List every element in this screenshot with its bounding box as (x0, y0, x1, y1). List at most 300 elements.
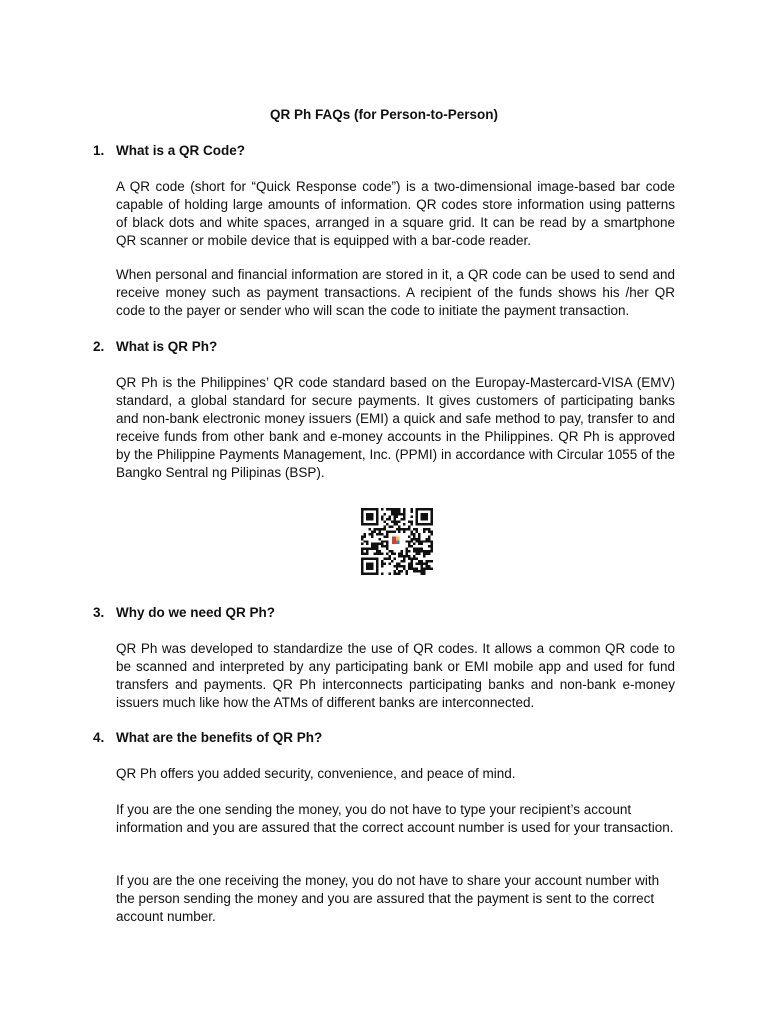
qr-module (393, 570, 395, 572)
qr-module (406, 540, 408, 542)
qr-module (408, 565, 410, 567)
qr-module (421, 548, 423, 550)
qr-module (391, 530, 393, 532)
qr-module (426, 553, 428, 555)
qr-module (398, 525, 400, 527)
qr-module (408, 558, 410, 560)
qr-module (366, 553, 368, 555)
qr-module (381, 573, 383, 575)
qr-module (388, 558, 390, 560)
qr-module (411, 515, 413, 517)
qr-module (411, 538, 413, 540)
qr-module (416, 528, 418, 530)
qr-module (423, 553, 425, 555)
qr-module (408, 535, 410, 537)
qr-module (386, 518, 388, 520)
qr-module (383, 540, 385, 542)
qr-module (411, 540, 413, 542)
section-2-paragraph-1: QR Ph is the Philippines’ QR code standard based on the Europay-Mastercard-VISA (EMV) standard, a global standard for secure payments. It gives customers of participating banks and non-bank electronic money issuers (EMI) a quick and safe method to pay, transfer to and receive funds from other bank and e-money accounts in the Philippines. QR Ph is approved by the Philippine Payments Management, Inc. (PPMI) in accordance with Circular 1055 of the Bangko Sentral ng Pilipinas (BSP). (116, 375, 675, 480)
qr-module (426, 540, 428, 542)
qr-module (398, 555, 400, 557)
qr-module (396, 528, 398, 530)
qr-module (431, 543, 433, 545)
section-1-question: What is a QR Code? (116, 143, 246, 158)
qr-module (388, 555, 390, 557)
section-4-paragraph-2: If you are the one sending the money, you do not have to type your recipient’s account information and you are assured that the correct account number is used for your transaction. (116, 802, 674, 835)
qr-module (431, 540, 433, 542)
qr-module (411, 533, 413, 535)
qr-module (381, 563, 383, 565)
qr-module (368, 548, 370, 550)
qr-module (431, 560, 433, 562)
qr-module (431, 533, 433, 535)
qr-module (364, 535, 366, 537)
qr-module (364, 533, 366, 535)
qr-module (403, 513, 405, 515)
qr-module (403, 510, 405, 512)
qr-module (406, 555, 408, 557)
qr-module (373, 553, 375, 555)
qr-module (391, 520, 393, 522)
qr-module (406, 550, 408, 552)
qr-module (423, 530, 425, 532)
qr-module (426, 550, 428, 552)
qr-module (413, 558, 415, 560)
qr-module (373, 548, 375, 550)
qr-module (428, 535, 430, 537)
section-4-number: 4. (93, 730, 105, 745)
qr-module (386, 545, 388, 547)
qr-module (393, 523, 395, 525)
qr-module (428, 565, 430, 567)
qr-module (411, 508, 413, 510)
qr-module (371, 535, 373, 537)
qr-module (391, 550, 393, 552)
qr-module (421, 565, 423, 567)
qr-module (403, 528, 405, 530)
qr-module (386, 508, 388, 510)
qr-module (408, 555, 410, 557)
qr-module (378, 553, 380, 555)
section-4-paragraph-1: QR Ph offers you added security, convenience, and peace of mind. (116, 766, 516, 781)
qr-module (423, 550, 425, 552)
qr-module (361, 548, 363, 550)
qr-module (381, 533, 383, 535)
qr-logo-red (392, 537, 396, 544)
qr-module (393, 513, 395, 515)
qr-module (396, 508, 398, 510)
qr-module (406, 570, 408, 572)
qr-module (388, 525, 390, 527)
qr-module (418, 563, 420, 565)
section-1-number: 1. (93, 143, 105, 158)
section-4-question: What are the benefits of QR Ph? (116, 730, 323, 745)
qr-module (361, 535, 363, 537)
qr-module (371, 530, 373, 532)
qr-module (388, 508, 390, 510)
qr-module (416, 538, 418, 540)
section-1-paragraph-1: A QR code (short for “Quick Response code”) is a two-dimensional image-based bar code capable of holding large amounts of information. QR codes store information using patterns of black dots and white spaces, arranged in a square grid. It can be read by a smartphone QR scanner or mobile device that is equipped with a bar-code reader. (116, 179, 675, 248)
qr-module (376, 553, 378, 555)
qr-module (408, 563, 410, 565)
qr-module (383, 513, 385, 515)
qr-module (391, 513, 393, 515)
qr-module (386, 553, 388, 555)
qr-module (428, 550, 430, 552)
qr-module (411, 563, 413, 565)
qr-module (421, 573, 423, 575)
qr-module (393, 558, 395, 560)
qr-code-icon (361, 508, 433, 575)
qr-module (378, 543, 380, 545)
qr-module (398, 520, 400, 522)
qr-module (391, 525, 393, 527)
qr-module (401, 553, 403, 555)
qr-module (373, 530, 375, 532)
qr-module (418, 535, 420, 537)
qr-module (386, 540, 388, 542)
qr-module (383, 525, 385, 527)
qr-module (403, 560, 405, 562)
qr-module (418, 560, 420, 562)
qr-module (431, 530, 433, 532)
qr-module (393, 553, 395, 555)
qr-module (383, 520, 385, 522)
qr-module (428, 538, 430, 540)
qr-module (403, 558, 405, 560)
qr-module (403, 555, 405, 557)
qr-module (368, 533, 370, 535)
qr-module (416, 530, 418, 532)
qr-module (408, 545, 410, 547)
qr-module (421, 540, 423, 542)
qr-module (403, 518, 405, 520)
qr-module (423, 555, 425, 557)
qr-module (381, 528, 383, 530)
qr-module (383, 545, 385, 547)
qr-module (381, 565, 383, 567)
qr-module (373, 545, 375, 547)
qr-module (378, 528, 380, 530)
qr-module (403, 565, 405, 567)
qr-module (426, 563, 428, 565)
qr-module (416, 570, 418, 572)
qr-module (421, 543, 423, 545)
qr-module (381, 540, 383, 542)
qr-finder-top-right-center (421, 513, 428, 520)
qr-module (381, 543, 383, 545)
qr-module (396, 565, 398, 567)
qr-module (426, 560, 428, 562)
qr-module (401, 555, 403, 557)
qr-code-graphic (361, 508, 433, 575)
qr-module (388, 518, 390, 520)
qr-module (413, 535, 415, 537)
qr-module (371, 533, 373, 535)
qr-module (431, 545, 433, 547)
qr-module (378, 538, 380, 540)
qr-module (396, 520, 398, 522)
qr-module (373, 528, 375, 530)
qr-module (408, 525, 410, 527)
qr-module (398, 530, 400, 532)
qr-module (401, 570, 403, 572)
qr-module (421, 568, 423, 570)
qr-module (418, 543, 420, 545)
qr-module (411, 560, 413, 562)
qr-module (428, 568, 430, 570)
qr-module (373, 543, 375, 545)
qr-module (401, 550, 403, 552)
section-3-heading (93, 604, 673, 622)
qr-module (418, 540, 420, 542)
qr-module (416, 550, 418, 552)
qr-module (418, 548, 420, 550)
qr-module (396, 523, 398, 525)
qr-module (413, 543, 415, 545)
qr-module (381, 545, 383, 547)
qr-module (401, 513, 403, 515)
qr-module (403, 523, 405, 525)
qr-module (388, 563, 390, 565)
qr-module (401, 528, 403, 530)
qr-module (383, 535, 385, 537)
qr-module (416, 553, 418, 555)
qr-module (398, 508, 400, 510)
qr-module (431, 568, 433, 570)
qr-module (388, 515, 390, 517)
qr-module (401, 560, 403, 562)
qr-module (428, 553, 430, 555)
qr-module (406, 553, 408, 555)
qr-module (398, 563, 400, 565)
qr-finder-bottom-left-center (366, 563, 373, 570)
qr-module (381, 508, 383, 510)
qr-module (426, 565, 428, 567)
qr-module (396, 513, 398, 515)
qr-module (366, 550, 368, 552)
section-1-paragraph-2: When personal and financial information are stored in it, a QR code can be used to send and receive money such as payment transactions. A recipient of the funds shows his /her QR code to the payer or sender who will scan the code to initiate the payment transaction. (116, 267, 675, 318)
qr-module (408, 540, 410, 542)
qr-module (393, 515, 395, 517)
qr-logo-blue (396, 540, 400, 544)
qr-module (376, 550, 378, 552)
qr-module (428, 540, 430, 542)
qr-module (361, 553, 363, 555)
qr-module (383, 558, 385, 560)
qr-module (411, 568, 413, 570)
document-title: QR Ph FAQs (for Person-to-Person) (269, 107, 499, 122)
qr-module (398, 510, 400, 512)
qr-module (386, 523, 388, 525)
qr-module (411, 523, 413, 525)
qr-module (413, 568, 415, 570)
section-2-number: 2. (93, 339, 105, 354)
qr-module (371, 545, 373, 547)
qr-module (403, 530, 405, 532)
qr-module (391, 553, 393, 555)
qr-module (361, 543, 363, 545)
section-3-number: 3. (93, 605, 105, 620)
qr-module (416, 568, 418, 570)
qr-module (366, 540, 368, 542)
qr-module (364, 548, 366, 550)
qr-module (411, 565, 413, 567)
qr-module (393, 520, 395, 522)
section-4-paragraph-3: If you are the one receiving the money, you do not have to share your account number with the person sending the money and you are assured that the payment is sent to the correct account number. (116, 873, 660, 924)
qr-module (406, 528, 408, 530)
qr-module (398, 553, 400, 555)
qr-module (364, 540, 366, 542)
qr-module (418, 553, 420, 555)
qr-module (398, 528, 400, 530)
qr-module (413, 555, 415, 557)
qr-module (381, 560, 383, 562)
qr-module (398, 513, 400, 515)
qr-module (393, 530, 395, 532)
qr-module (386, 548, 388, 550)
section-1-heading (93, 142, 673, 160)
qr-logo-yellow (396, 537, 400, 541)
qr-module (408, 568, 410, 570)
section-3-paragraph-1: QR Ph was developed to standardize the use of QR codes. It allows a common QR code to be scanned and interpreted by any participating bank or EMI mobile app and used for fund transfers and payments. QR Ph interconnects participating banks and non-bank e-money issuers much like how the ATMs of different banks are interconnected. (116, 641, 675, 710)
qr-module (386, 535, 388, 537)
qr-module (413, 533, 415, 535)
qr-module (423, 563, 425, 565)
qr-module (406, 548, 408, 550)
section-2-heading (93, 338, 673, 356)
qr-module (368, 528, 370, 530)
qr-module (398, 570, 400, 572)
qr-module (376, 545, 378, 547)
qr-module (396, 568, 398, 570)
qr-finder-top-left-center (366, 513, 373, 520)
qr-module (406, 573, 408, 575)
qr-module (386, 530, 388, 532)
qr-module (376, 533, 378, 535)
qr-module (388, 573, 390, 575)
qr-module (423, 568, 425, 570)
qr-module (421, 570, 423, 572)
qr-module (413, 548, 415, 550)
qr-module (393, 508, 395, 510)
qr-module (418, 538, 420, 540)
qr-module (413, 528, 415, 530)
qr-module (428, 530, 430, 532)
qr-module (426, 568, 428, 570)
qr-module (413, 550, 415, 552)
qr-module (401, 565, 403, 567)
qr-module (413, 538, 415, 540)
qr-module (396, 510, 398, 512)
qr-module (416, 548, 418, 550)
qr-module (378, 530, 380, 532)
qr-module (418, 533, 420, 535)
qr-module (381, 515, 383, 517)
qr-module (421, 550, 423, 552)
qr-module (366, 543, 368, 545)
qr-module (361, 550, 363, 552)
qr-module (366, 548, 368, 550)
qr-module (411, 520, 413, 522)
qr-module (428, 545, 430, 547)
qr-module (403, 508, 405, 510)
qr-module (421, 560, 423, 562)
qr-module (388, 550, 390, 552)
qr-module (421, 563, 423, 565)
qr-module (396, 563, 398, 565)
qr-module (408, 528, 410, 530)
qr-module (428, 528, 430, 530)
qr-module (403, 515, 405, 517)
qr-module (423, 528, 425, 530)
qr-module (364, 553, 366, 555)
qr-module (408, 543, 410, 545)
qr-module (416, 540, 418, 542)
qr-module (401, 518, 403, 520)
qr-module (396, 573, 398, 575)
qr-module (393, 573, 395, 575)
qr-module (393, 518, 395, 520)
qr-module (416, 563, 418, 565)
qr-module (431, 550, 433, 552)
qr-module (378, 533, 380, 535)
qr-module (371, 548, 373, 550)
qr-module (418, 550, 420, 552)
qr-module (386, 558, 388, 560)
qr-module (386, 543, 388, 545)
qr-module (411, 510, 413, 512)
qr-module (418, 570, 420, 572)
qr-module (426, 528, 428, 530)
qr-module (381, 553, 383, 555)
qr-module (398, 565, 400, 567)
qr-module (423, 570, 425, 572)
qr-module (411, 530, 413, 532)
qr-module (378, 550, 380, 552)
qr-module (371, 543, 373, 545)
qr-module (391, 560, 393, 562)
qr-module (411, 545, 413, 547)
qr-module (423, 540, 425, 542)
qr-module (428, 560, 430, 562)
section-3-question: Why do we need QR Ph? (116, 605, 276, 620)
qr-module (376, 528, 378, 530)
qr-module (398, 573, 400, 575)
qr-module (393, 565, 395, 567)
qr-module (393, 510, 395, 512)
qr-module (376, 548, 378, 550)
section-2-question: What is QR Ph? (116, 339, 218, 354)
qr-module (396, 515, 398, 517)
qr-module (376, 543, 378, 545)
qr-module (391, 510, 393, 512)
qr-module (388, 530, 390, 532)
qr-module (411, 558, 413, 560)
section-4-heading (93, 729, 673, 747)
qr-module (431, 548, 433, 550)
qr-module (413, 570, 415, 572)
qr-module (381, 518, 383, 520)
qr-module (386, 533, 388, 535)
qr-module (426, 538, 428, 540)
qr-module (403, 568, 405, 570)
qr-module (408, 550, 410, 552)
qr-module (423, 573, 425, 575)
qr-module (383, 563, 385, 565)
qr-module (416, 558, 418, 560)
qr-module (391, 508, 393, 510)
